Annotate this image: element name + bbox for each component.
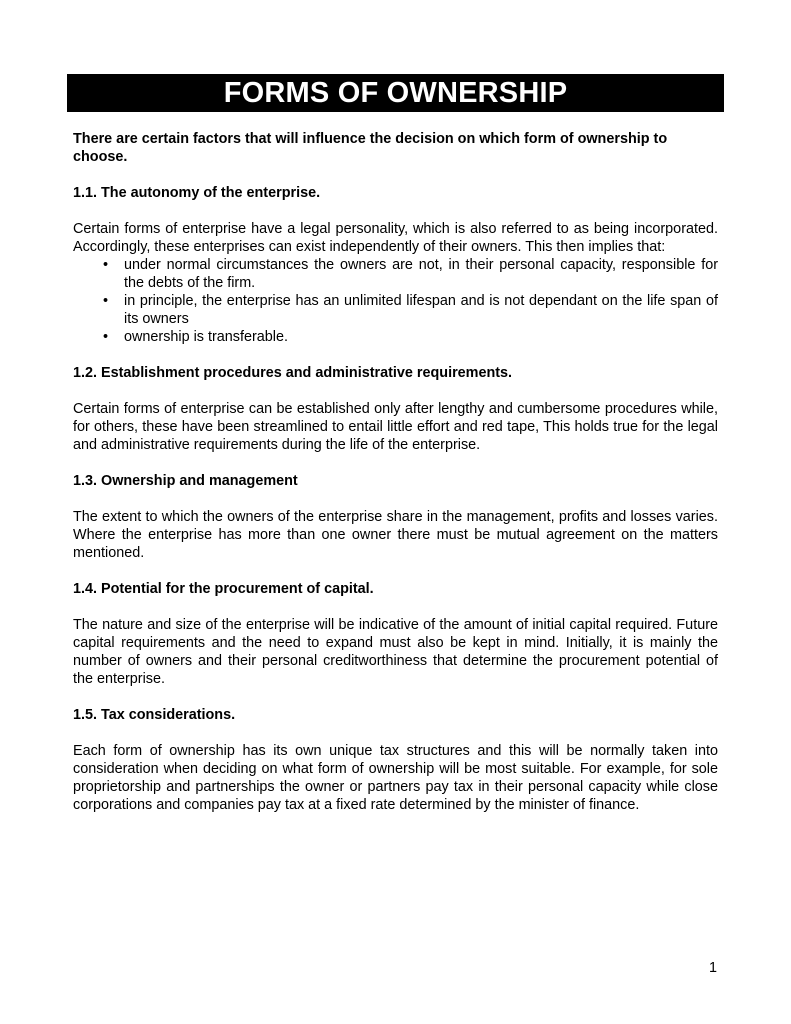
list-item [103, 292, 718, 328]
page-number: 1 [708, 960, 717, 976]
list-item-text: ownership is transferable. [124, 329, 288, 345]
section-heading-ownership: 1.3. Ownership and management [73, 473, 298, 489]
list-item-text: under normal circumstances the owners are not, in their personal capacity, responsible for the debts of the firm. [124, 257, 718, 291]
section-paragraph-tax: Each form of ownership has its own unique tax structures and this will be normally taken into consideration when deciding on what form of ownership will be most suitable. For example, for sole proprietorship and partnerships the owner or partners pay tax in their personal capacity while close corporations and companies pay tax at a fixed rate determined by the minister of finance. [73, 743, 718, 813]
section-paragraph-autonomy: Certain forms of enterprise have a legal personality, which is also referred to as being incorporated. Accordingly, these enterprises can exist independently of their owners. This then implies that: [73, 221, 718, 255]
title-banner [67, 74, 724, 112]
autonomy-bullet-list [73, 256, 718, 346]
bullet-icon: • [103, 257, 109, 273]
document-body [73, 130, 718, 832]
bullet-icon: • [103, 329, 109, 345]
section-heading-capital: 1.4. Potential for the procurement of capital. [73, 581, 374, 597]
section-heading-autonomy: 1.1. The autonomy of the enterprise. [73, 185, 321, 201]
section-heading-establishment: 1.2. Establishment procedures and administrative requirements. [73, 365, 513, 381]
section-paragraph-ownership: The extent to which the owners of the enterprise share in the management, profits and losses varies. Where the enterprise has more than one owner there must be mutual agreement on the matters mentioned. [73, 509, 718, 561]
list-item [103, 328, 718, 346]
document-title: FORMS OF OWNERSHIP [223, 77, 568, 109]
list-item-text: in principle, the enterprise has an unlimited lifespan and is not dependant on the life span of its owners [124, 293, 718, 327]
bullet-icon: • [103, 293, 109, 309]
list-item [103, 256, 718, 292]
section-paragraph-establishment: Certain forms of enterprise can be established only after lengthy and cumbersome procedures while, for others, these have been streamlined to entail little effort and red tape, This holds true for the legal and administrative requirements during the life of the enterprise. [73, 401, 718, 453]
section-heading-tax: 1.5. Tax considerations. [73, 707, 236, 723]
section-paragraph-capital: The nature and size of the enterprise will be indicative of the amount of initial capital required. Future capital requirements and the need to expand must also be kept in mind. Initially, it is mainly the number of owners and their personal creditworthiness that determine the procurement potential of the enterprise. [73, 617, 718, 687]
intro-text: There are certain factors that will influence the decision on which form of ownership to choose. [73, 131, 668, 165]
